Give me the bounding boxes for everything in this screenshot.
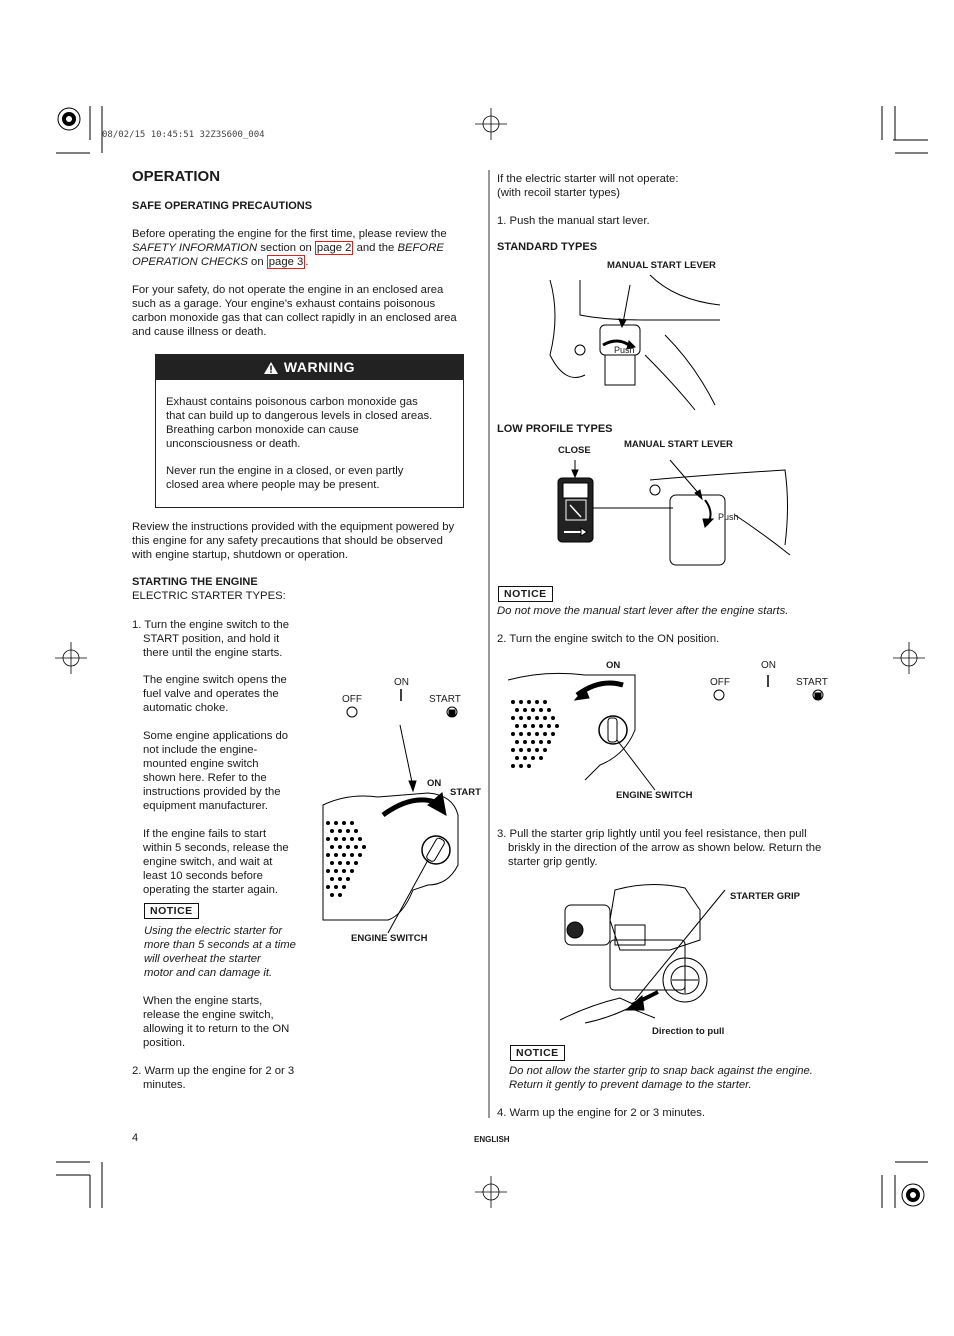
notice-badge-2: NOTICE	[510, 1045, 565, 1061]
text-line: allowing it to return to the ON	[143, 1023, 290, 1035]
direction-to-pull-label: Direction to pull	[652, 1026, 725, 1037]
some-engine-paragraph	[143, 729, 288, 813]
standard-types-heading: STANDARD TYPES	[497, 241, 598, 253]
notice-badge: NOTICE	[144, 903, 199, 919]
text-line: not include the engine-	[143, 744, 258, 756]
text-line: with engine startup, shutdown or operation.	[132, 549, 349, 561]
fig2-on-bold-label: ON	[606, 660, 621, 671]
fig-on-bold-label: ON	[427, 778, 442, 789]
text-line: Review the instructions provided with the equipment powered by	[132, 521, 455, 533]
text-line: engine switch, and wait at	[143, 856, 273, 868]
review-line-1: Before operating the engine for the first time, please review the	[132, 228, 447, 240]
manual-start-lever-label: MANUAL START LEVER	[607, 260, 716, 271]
language-label: ENGLISH	[474, 1135, 510, 1144]
review-text-2: section on	[257, 242, 315, 254]
text-line: operating the starter again.	[143, 884, 279, 896]
text-line: Some engine applications do	[143, 730, 289, 742]
text-line: within 5 seconds, release the	[143, 842, 289, 854]
text-line: there until the engine starts.	[143, 647, 283, 659]
engine-starter-figure	[560, 880, 730, 1030]
text-line: 2. Warm up the engine for 2 or 3	[132, 1065, 295, 1077]
text-line: motor and can damage it.	[144, 967, 273, 979]
push-label: Push	[614, 345, 635, 355]
text-line: Do not allow the starter grip to snap back against the engine.	[509, 1065, 813, 1077]
starting-engine-heading: STARTING THE ENGINE	[132, 576, 258, 588]
warning-para-1	[166, 395, 432, 451]
text-line: 1. Turn the engine switch to the	[132, 619, 289, 631]
text-line: more than 5 seconds at a time	[144, 939, 296, 951]
text-line: carbon monoxide gas that can collect rapidly in an enclosed area	[132, 312, 457, 324]
engine-switch-figure	[318, 675, 488, 935]
warning-title: WARNING	[283, 359, 356, 375]
text-line: starter grip gently.	[508, 856, 598, 868]
text-line: equipment manufacturer.	[143, 800, 268, 812]
text-line: mounted engine switch	[143, 758, 259, 770]
before-ref: BEFORE	[397, 242, 444, 254]
text-line: unconsciousness or death.	[166, 438, 301, 450]
starter-grip-label: STARTER GRIP	[730, 891, 801, 902]
operation-checks-ref: OPERATION CHECKS	[132, 256, 248, 268]
warning-header	[156, 355, 463, 380]
switch-opens-paragraph	[143, 673, 287, 715]
text-line: (with recoil starter types)	[497, 187, 621, 199]
notice-2-text	[509, 1064, 813, 1092]
text-line: that can build up to dangerous levels in closed areas.	[166, 410, 433, 422]
review-text-3: and the	[353, 242, 398, 254]
right-step-2: 2. Turn the engine switch to the ON position.	[497, 633, 720, 645]
text-line: and cause illness or death.	[132, 326, 267, 338]
text-line: this engine for any safety precautions that should be observed	[132, 535, 443, 547]
text-line: such as a garage. Your engine’s exhaust contains poisonous	[132, 298, 436, 310]
text-line: automatic choke.	[143, 702, 229, 714]
text-line: If the electric starter will not operate:	[497, 173, 679, 185]
step-1	[132, 618, 289, 660]
low-profile-heading: LOW PROFILE TYPES	[497, 423, 613, 435]
step-2	[132, 1064, 294, 1092]
fig-on-label: ON	[394, 677, 409, 688]
fig2-off-label: OFF	[710, 677, 730, 688]
page-title: OPERATION	[132, 168, 221, 185]
text-line: Exhaust contains poisonous carbon monoxide gas	[166, 396, 418, 408]
fig2-on-label: ON	[761, 660, 776, 671]
text-line: Breathing carbon monoxide can cause	[166, 424, 359, 436]
notice-badge-1: NOTICE	[498, 586, 553, 602]
review-text-4: on	[247, 256, 267, 268]
text-line: closed area where people may be present.	[166, 479, 380, 491]
text-line: The engine switch opens the	[143, 674, 287, 686]
text-line: When the engine starts,	[143, 995, 263, 1007]
print-timestamp: 08/02/15 10:45:51 32Z3S600_004	[102, 130, 265, 140]
text-line: shown here. Refer to the	[143, 772, 267, 784]
text-line: If the engine fails to start	[143, 828, 267, 840]
warning-triangle-icon	[264, 357, 278, 382]
text-line: briskly in the direction of the arrow as shown below. Return the	[508, 842, 822, 854]
review-paragraph	[132, 227, 482, 269]
electric-starter-types: ELECTRIC STARTER TYPES:	[132, 590, 286, 602]
text-line: Never run the engine in a closed, or even partly	[166, 465, 404, 477]
text-line: position.	[143, 1037, 186, 1049]
close-label: CLOSE	[558, 445, 591, 456]
review-equipment-paragraph	[132, 520, 454, 562]
warning-para-2	[166, 464, 403, 492]
text-line: instructions provided by the	[143, 786, 281, 798]
push-label-2: Push	[718, 512, 739, 522]
text-line: will overheat the starter	[144, 953, 261, 965]
fig-engine-switch-label: ENGINE SWITCH	[351, 933, 428, 944]
safety-information-ref: SAFETY INFORMATION	[132, 242, 258, 254]
text-line: minutes.	[143, 1079, 186, 1091]
review-text-5: .	[305, 256, 309, 268]
right-step-3	[497, 827, 821, 869]
safety-paragraph	[132, 283, 457, 339]
text-line: Return it gently to prevent damage to the starter.	[509, 1079, 752, 1091]
fig2-engine-switch-label: ENGINE SWITCH	[616, 790, 693, 801]
fails-paragraph	[143, 827, 289, 897]
engine-switch-on-figure	[505, 660, 845, 790]
fig-off-label: OFF	[342, 694, 362, 705]
low-profile-figure	[555, 455, 795, 575]
text-line: START position, and hold it	[143, 633, 280, 645]
fig-start-label: START	[429, 694, 461, 705]
recoil-intro	[497, 172, 678, 200]
fig2-start-label: START	[796, 677, 828, 688]
manual-start-lever-label-2: MANUAL START LEVER	[624, 439, 733, 450]
text-line: release the engine switch,	[143, 1009, 274, 1021]
text-line: 3. Pull the starter grip lightly until you feel resistance, then pull	[497, 828, 807, 840]
notice-1-text: Do not move the manual start lever after the engine starts.	[497, 605, 789, 617]
fig-start-bold-label: START	[450, 787, 481, 798]
warning-box	[155, 354, 464, 508]
link-page-2[interactable]: page 2	[316, 242, 352, 254]
text-line: Using the electric starter for	[144, 925, 283, 937]
text-line: least 10 seconds before	[143, 870, 263, 882]
standard-type-figure	[545, 275, 725, 415]
safe-operating-heading: SAFE OPERATING PRECAUTIONS	[132, 200, 313, 212]
right-step-1: 1. Push the manual start lever.	[497, 215, 650, 227]
text-line: fuel valve and operates the	[143, 688, 279, 700]
text-line: For your safety, do not operate the engine in an enclosed area	[132, 284, 444, 296]
link-page-3[interactable]: page 3	[268, 256, 304, 268]
when-starts-paragraph	[143, 994, 289, 1050]
notice-text	[144, 924, 296, 980]
right-step-4: 4. Warm up the engine for 2 or 3 minutes.	[497, 1107, 706, 1119]
page-number: 4	[132, 1132, 139, 1144]
